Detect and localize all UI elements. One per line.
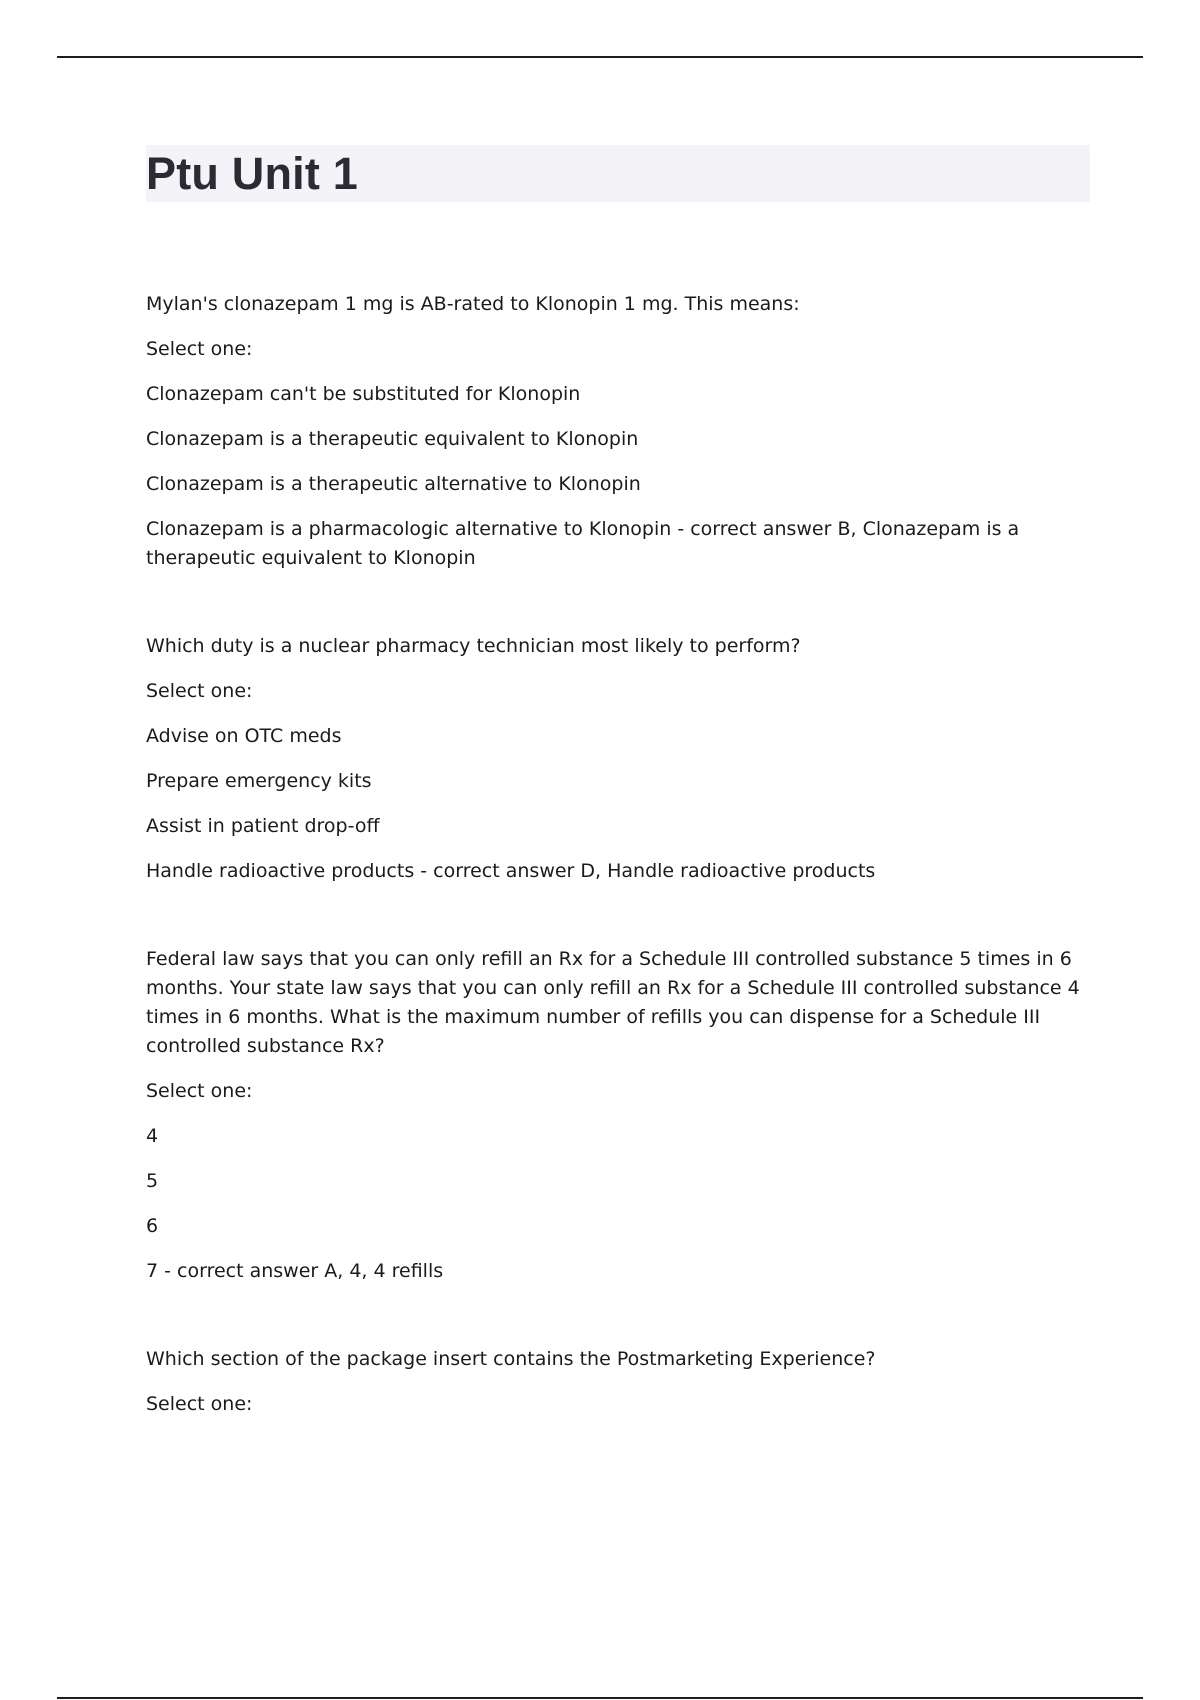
document-body — [146, 290, 1096, 1419]
answer-option: 5 — [146, 1170, 159, 1192]
question-instruction: Select one: — [146, 680, 253, 702]
question-block-3 — [146, 945, 1096, 1286]
answer-option: Clonazepam can't be substituted for Klonopin — [146, 383, 581, 405]
answer-option: Advise on OTC meds — [146, 725, 342, 747]
question-block-4 — [146, 1345, 1096, 1419]
top-rule — [57, 56, 1143, 58]
question-prompt: Which section of the package insert contains the Postmarketing Experience? — [146, 1348, 876, 1370]
bottom-rule — [57, 1697, 1143, 1699]
answer-option: Clonazepam is a therapeutic equivalent to Klonopin — [146, 428, 639, 450]
question-block-2 — [146, 632, 1096, 886]
answer-option: 6 — [146, 1215, 159, 1237]
answer-option: Handle radioactive products - correct answer D, Handle radioactive products — [146, 860, 876, 882]
question-prompt: Which duty is a nuclear pharmacy technician most likely to perform? — [146, 635, 801, 657]
question-instruction: Select one: — [146, 1393, 253, 1415]
question-prompt: Mylan's clonazepam 1 mg is AB-rated to Klonopin 1 mg. This means: — [146, 293, 800, 315]
question-instruction: Select one: — [146, 338, 253, 360]
answer-option: Prepare emergency kits — [146, 770, 372, 792]
question-block-1 — [146, 290, 1096, 573]
answer-option: 4 — [146, 1125, 159, 1147]
answer-option: Clonazepam is a therapeutic alternative to Klonopin — [146, 473, 641, 495]
answer-option: Assist in patient drop-off — [146, 815, 380, 837]
question-prompt: Federal law says that you can only refill an Rx for a Schedule III controlled substance 5 times in 6 months. Your state law says that you can only refill an Rx for a Schedule III controlled substance 4 times in 6 months. What is the maximum number of refills you can dispense for a Schedule III controlled substance Rx? — [146, 948, 1080, 1057]
answer-option: 7 - correct answer A, 4, 4 refills — [146, 1260, 444, 1282]
question-instruction: Select one: — [146, 1080, 253, 1102]
answer-option: Clonazepam is a pharmacologic alternative to Klonopin - correct answer B, Clonazepam is a therapeutic equivalent to Klonopin — [146, 518, 1020, 569]
page-title: Ptu Unit 1 — [146, 148, 358, 199]
